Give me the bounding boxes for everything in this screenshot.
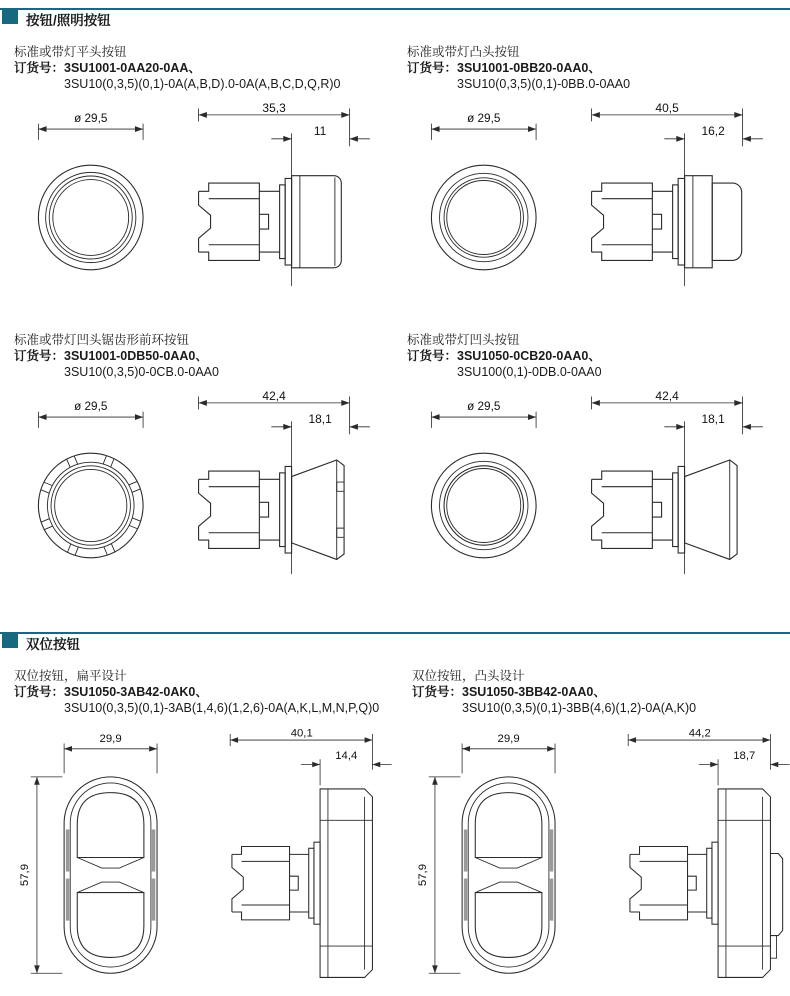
dim-label-head: 14,4 — [335, 750, 358, 763]
order-block — [14, 684, 396, 716]
dim-label-head: 18,7 — [733, 750, 756, 763]
side-view-drawing — [204, 726, 396, 988]
order-number-1: 3SU1001-0BB20-0AA0、 — [457, 61, 601, 75]
order-label: 订货号： — [407, 349, 458, 363]
order-block — [412, 684, 790, 716]
order-number-2: 3SU100(0,1)-0DB.0-0AA0 — [457, 365, 602, 379]
dim-label-head: 16,2 — [701, 124, 725, 139]
order-number-2: 3SU10(0,3,5)(0,1)-0A(A,B,D).0-0A(A,B,C,D,Q,R)0 — [64, 77, 341, 91]
order-numbers — [462, 684, 696, 716]
dim-label-diameter: ø 29,5 — [74, 399, 108, 413]
order-label: 订货号： — [14, 349, 65, 363]
dimension-drawing — [14, 726, 396, 989]
front-view-drawing — [14, 726, 194, 989]
section-rule — [0, 632, 790, 634]
dim-label-overall: 40,1 — [290, 727, 313, 740]
dim-label-height: 57,9 — [417, 863, 430, 887]
section-marker-square — [2, 8, 18, 24]
dim-label-overall: 40,5 — [655, 102, 679, 116]
dim-label-head: 18,1 — [308, 412, 332, 427]
section-header-pushbuttons — [0, 8, 790, 34]
dimension-drawing — [14, 102, 391, 300]
order-block — [407, 348, 784, 380]
side-view-drawing — [575, 102, 773, 300]
dim-label-diameter: ø 29,5 — [467, 111, 501, 125]
order-block — [14, 348, 391, 380]
front-view-drawing — [407, 102, 565, 296]
order-number-2: 3SU10(0,3,5)(0,1)-0BB.0-0AA0 — [457, 77, 631, 91]
dim-label-diameter: ø 29,5 — [467, 399, 501, 413]
side-view-drawing — [182, 390, 380, 588]
front-view-drawing — [14, 102, 172, 296]
side-view-drawing — [182, 102, 380, 300]
front-view-drawing — [407, 390, 565, 584]
order-number-2: 3SU10(0,3,5)(0,1)-3AB(1,4,6)(1,2,6)-0A(A,K,L,M,N,P,Q)0 — [64, 701, 380, 715]
product-name: 双位按钮，凸头设计 — [412, 669, 525, 683]
order-number-2: 3SU10(0,3,5)0-0CB.0-0AA0 — [64, 365, 219, 379]
dim-label-overall: 44,2 — [688, 727, 711, 740]
product-name: 标准或带灯凹头按钮 — [407, 333, 520, 347]
dim-label-width: 29,9 — [99, 732, 122, 745]
dim-label-overall: 35,3 — [262, 102, 286, 116]
order-number-1: 3SU1001-0DB50-0AA0、 — [64, 349, 208, 363]
product-twin-raised-button — [412, 662, 790, 989]
order-numbers — [64, 60, 340, 92]
product-twin-flat-button — [14, 662, 396, 989]
order-numbers — [457, 60, 630, 92]
dim-label-head: 18,1 — [701, 412, 725, 427]
section-rule — [0, 8, 790, 10]
order-number-1: 3SU1050-0CB20-0AA0、 — [457, 349, 601, 363]
order-numbers — [457, 348, 602, 380]
order-number-1: 3SU1001-0AA20-0AA、 — [64, 61, 201, 75]
dim-label-overall: 42,4 — [262, 390, 286, 404]
order-number-2: 3SU10(0,3,5)(0,1)-3BB(4,6)(1,2)-0A(A,K)0 — [462, 701, 697, 715]
front-view-drawing — [412, 726, 592, 989]
products-grid-1 — [0, 38, 790, 588]
section-title: 按钮/照明按钮 — [26, 13, 111, 28]
side-view-drawing — [602, 726, 790, 988]
dimension-drawing — [14, 390, 391, 588]
product-recessed-serrated-button — [14, 326, 391, 588]
section-marker-square — [2, 632, 18, 648]
order-label: 订货号： — [412, 685, 463, 699]
dimension-drawing — [407, 102, 784, 300]
product-recessed-button — [407, 326, 784, 588]
order-numbers — [64, 684, 379, 716]
dim-label-head: 11 — [313, 124, 327, 139]
catalog-page — [0, 8, 790, 996]
dim-label-overall: 42,4 — [655, 390, 679, 404]
order-block — [14, 60, 391, 92]
dimension-drawing — [407, 390, 784, 588]
dim-label-height: 57,9 — [19, 863, 32, 887]
side-view-drawing — [575, 390, 773, 588]
front-view-drawing — [14, 390, 172, 584]
order-label: 订货号： — [14, 61, 65, 75]
order-label: 订货号： — [14, 685, 65, 699]
order-numbers — [64, 348, 219, 380]
section-header-twin-pushbuttons — [0, 632, 790, 658]
section-title: 双位按钮 — [26, 637, 80, 652]
order-block — [407, 60, 784, 92]
product-raised-button — [407, 38, 784, 300]
dim-label-width: 29,9 — [497, 732, 520, 745]
dim-label-diameter: ø 29,5 — [74, 111, 108, 125]
products-grid-2 — [0, 662, 790, 989]
product-name: 标准或带灯凸头按钮 — [407, 45, 520, 59]
product-name: 双位按钮，扁平设计 — [14, 669, 127, 683]
product-name: 标准或带灯平头按钮 — [14, 45, 127, 59]
order-label: 订货号： — [407, 61, 458, 75]
product-flat-button — [14, 38, 391, 300]
order-number-1: 3SU1050-3AB42-0AK0、 — [64, 685, 208, 699]
product-name: 标准或带灯凹头锯齿形前环按钮 — [14, 333, 190, 347]
dimension-drawing — [412, 726, 790, 989]
order-number-1: 3SU1050-3BB42-0AA0、 — [462, 685, 606, 699]
